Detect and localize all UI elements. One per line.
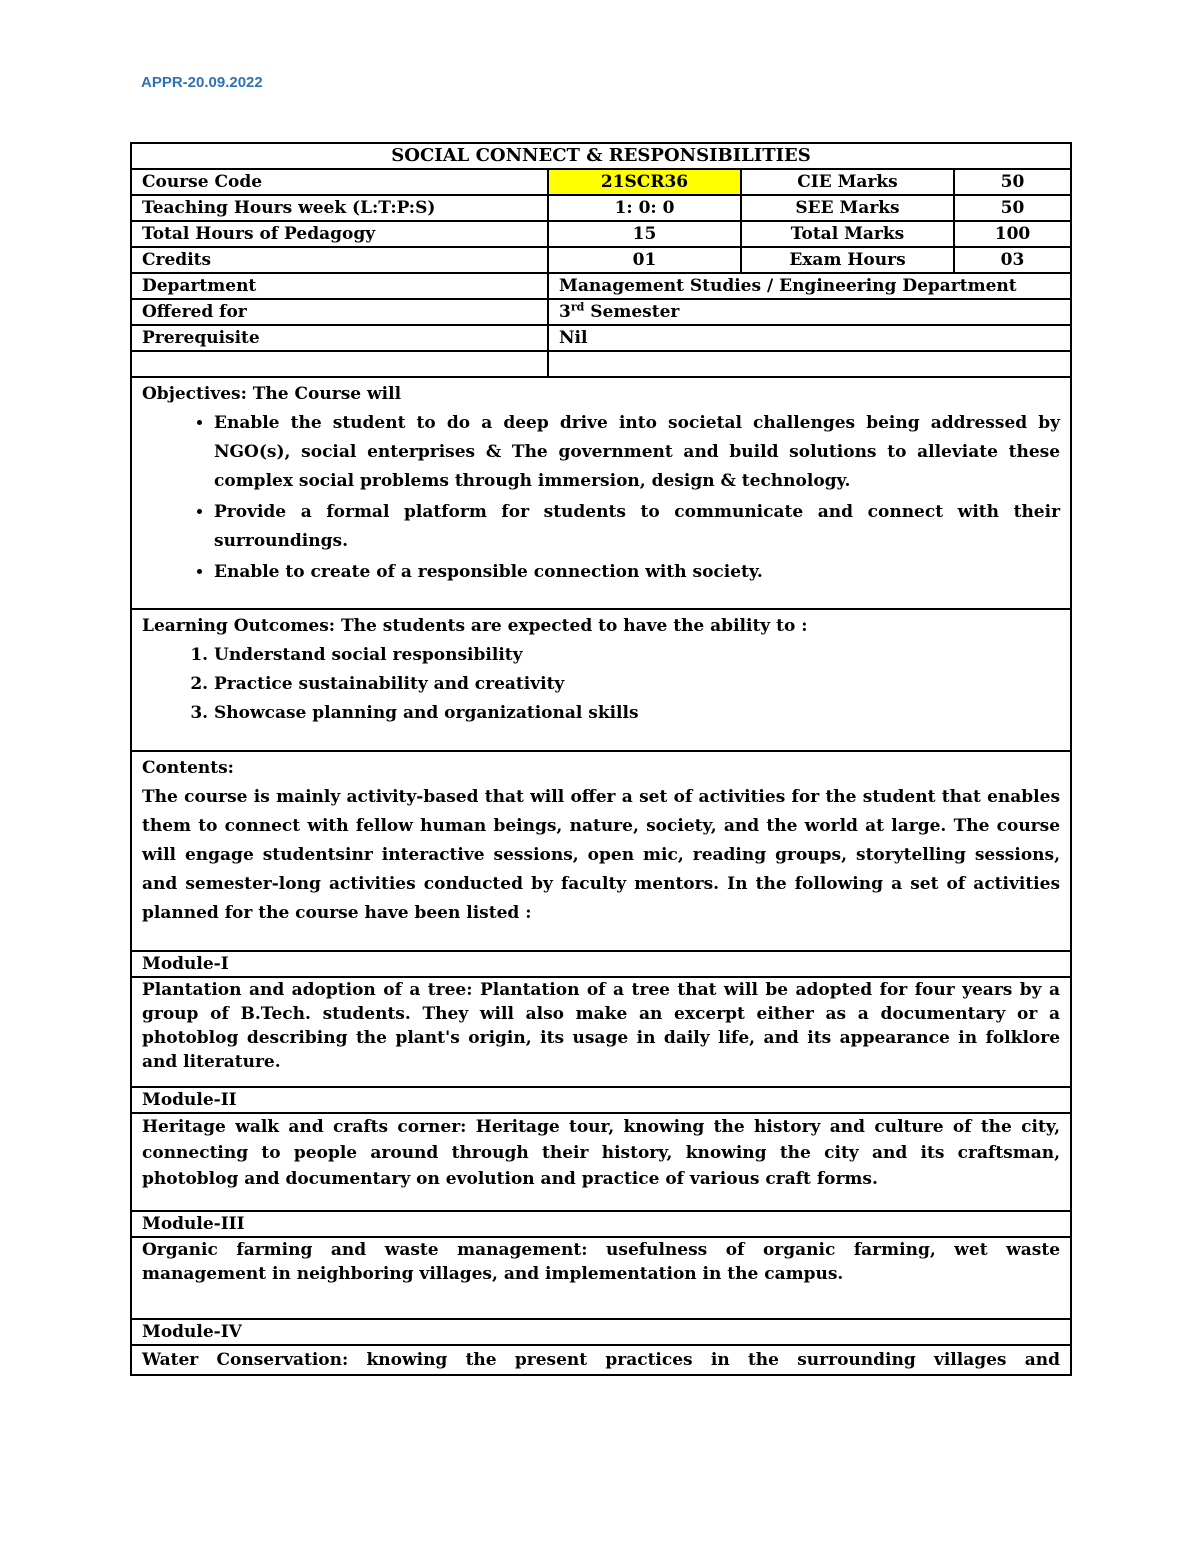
- module-2-header-row: [131, 1087, 1071, 1113]
- module-4-header-row: [131, 1319, 1071, 1345]
- contents-section: [131, 751, 1071, 951]
- outcome-item: 2. Practice sustainability and creativity: [214, 670, 1060, 699]
- contents-row: [131, 751, 1071, 951]
- offered-for-value: [548, 299, 1071, 325]
- module-4-body-row: [131, 1345, 1071, 1375]
- objective-item: • Enable to create of a responsible connection with society.: [214, 558, 1060, 587]
- course-code-label: Course Code: [131, 169, 548, 195]
- department-row: [131, 273, 1071, 299]
- semester-word: Semester: [584, 302, 680, 322]
- prerequisite-label: Prerequisite: [131, 325, 548, 351]
- course-title: SOCIAL CONNECT & RESPONSIBILITIES: [131, 143, 1071, 169]
- see-marks-label: SEE Marks: [741, 195, 954, 221]
- semester-ordinal-suffix: rd: [570, 300, 585, 314]
- credits-value: 01: [548, 247, 741, 273]
- outcomes-row: [131, 609, 1071, 751]
- pedagogy-hours-row: [131, 221, 1071, 247]
- outcomes-list: [142, 641, 1060, 728]
- outcome-item: 3. Showcase planning and organizational skills: [214, 699, 1060, 728]
- module-3-header-row: [131, 1211, 1071, 1237]
- objectives-heading: Objectives: The Course will: [142, 384, 402, 404]
- outcome-item: 1. Understand social responsibility: [214, 641, 1060, 670]
- total-marks-value: 100: [954, 221, 1071, 247]
- course-title-row: [131, 143, 1071, 169]
- department-value: Management Studies / Engineering Department: [548, 273, 1071, 299]
- outcomes-section: [131, 609, 1071, 751]
- module-4-title: Module-IV: [131, 1319, 1071, 1345]
- empty-cell-right: [548, 351, 1071, 377]
- outcomes-heading: Learning Outcomes: The students are expected to have the ability to :: [142, 616, 808, 636]
- module-3-body-row: [131, 1237, 1071, 1319]
- teaching-hours-row: [131, 195, 1071, 221]
- module-1-body-row: [131, 977, 1071, 1087]
- objective-item: • Enable the student to do a deep drive into societal challenges being addressed by NGO(s), social enterprises & The government and build solutions to alleviate these complex social problems through immersion, design & technology.: [214, 409, 1060, 496]
- offered-for-row: [131, 299, 1071, 325]
- see-marks-value: 50: [954, 195, 1071, 221]
- prerequisite-value: Nil: [548, 325, 1071, 351]
- department-label: Department: [131, 273, 548, 299]
- teaching-hours-label: Teaching Hours week (L:T:P:S): [131, 195, 548, 221]
- objectives-row: [131, 377, 1071, 609]
- approval-code: APPR-20.09.2022: [141, 74, 263, 91]
- module-3-text: Organic farming and waste management: usefulness of organic farming, wet waste management in neighboring villages, and implementation in the campus.: [131, 1237, 1071, 1319]
- module-2-body-row: [131, 1113, 1071, 1211]
- empty-row: [131, 351, 1071, 377]
- module-3-title: Module-III: [131, 1211, 1071, 1237]
- empty-cell-left: [131, 351, 548, 377]
- course-code-row: [131, 169, 1071, 195]
- offered-for-label: Offered for: [131, 299, 548, 325]
- module-1-text: Plantation and adoption of a tree: Plantation of a tree that will be adopted for four years by a group of B.Tech. students. They will also make an excerpt either as a documentary or a photoblog describing the plant's origin, its usage in daily life, and its appearance in folklore and literature.: [131, 977, 1071, 1087]
- total-marks-label: Total Marks: [741, 221, 954, 247]
- pedagogy-hours-label: Total Hours of Pedagogy: [131, 221, 548, 247]
- teaching-hours-value: 1: 0: 0: [548, 195, 741, 221]
- module-1-header-row: [131, 951, 1071, 977]
- semester-number: 3: [559, 302, 571, 322]
- cie-marks-value: 50: [954, 169, 1071, 195]
- contents-text: The course is mainly activity-based that will offer a set of activities for the student that enables them to connect with fellow human beings, nature, society, and the world at large. The course will engage studentsinr interactive sessions, open mic, reading groups, storytelling sessions, and semester-long activities conducted by faculty mentors. In the following a set of activities planned for the course have been listed :: [142, 787, 1061, 923]
- cie-marks-label: CIE Marks: [741, 169, 954, 195]
- exam-hours-value: 03: [954, 247, 1071, 273]
- objective-item: • Provide a formal platform for students to communicate and connect with their surroundings.: [214, 498, 1060, 556]
- course-code-value: 21SCR36: [548, 169, 741, 195]
- objectives-section: [131, 377, 1071, 609]
- prerequisite-row: [131, 325, 1071, 351]
- pedagogy-hours-value: 15: [548, 221, 741, 247]
- module-1-title: Module-I: [131, 951, 1071, 977]
- module-4-text: Water Conservation: knowing the present practices in the surrounding villages and: [131, 1345, 1071, 1375]
- contents-heading: Contents:: [142, 758, 234, 778]
- credits-label: Credits: [131, 247, 548, 273]
- objectives-list: [142, 409, 1060, 587]
- course-syllabus-table: [130, 142, 1072, 1376]
- credits-row: [131, 247, 1071, 273]
- exam-hours-label: Exam Hours: [741, 247, 954, 273]
- module-2-title: Module-II: [131, 1087, 1071, 1113]
- module-2-text: Heritage walk and crafts corner: Heritage tour, knowing the history and culture of the city, connecting to people around through their history, knowing the city and its craftsman, photoblog and documentary on evolution and practice of various craft forms.: [131, 1113, 1071, 1211]
